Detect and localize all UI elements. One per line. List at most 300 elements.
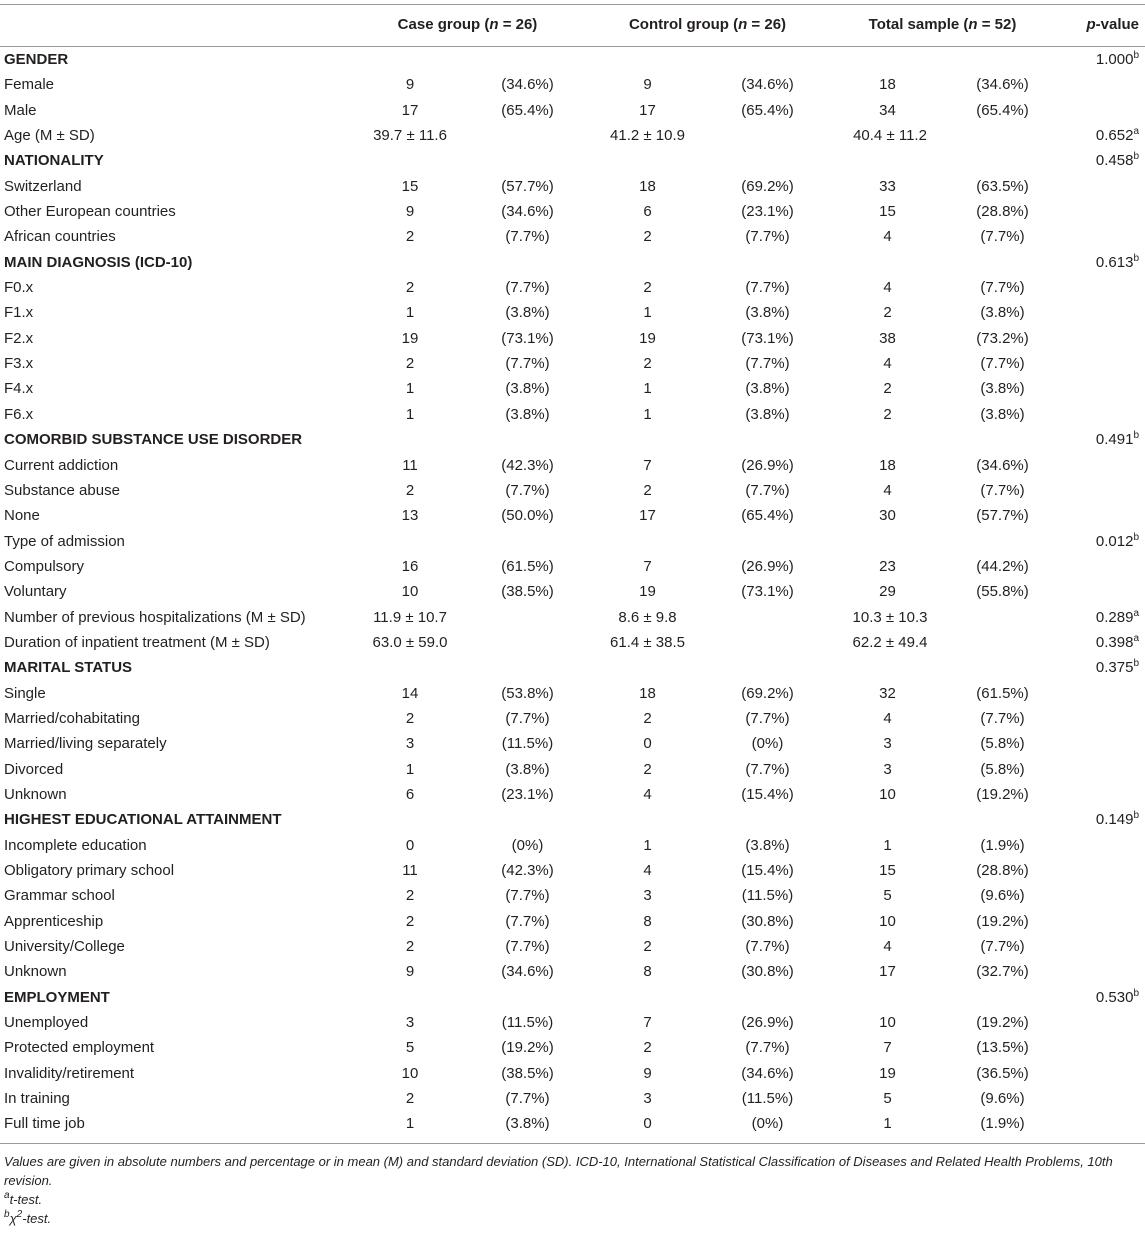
control-percent: (7.7%) [745, 760, 790, 778]
row-label: Age (M ± SD) [4, 127, 95, 145]
row-label: Apprenticeship [4, 912, 104, 930]
row-label: Married/living separately [4, 735, 167, 753]
row-label: Invalidity/retirement [4, 1064, 135, 1082]
control-mean-sd: 61.4 ± 38.5 [610, 633, 685, 651]
total-count: 4 [883, 938, 892, 956]
control-count: 18 [639, 684, 656, 702]
control-percent: (65.4%) [741, 507, 794, 525]
table-row [0, 72, 1145, 97]
case-count: 1 [405, 405, 415, 423]
control-percent: (65.4%) [741, 101, 794, 119]
row-label: Unknown [4, 785, 67, 803]
row-label: MARITAL STATUS [4, 659, 133, 677]
case-count: 9 [405, 963, 415, 981]
header-control-text: Control group ( [628, 16, 739, 33]
total-count: 4 [883, 228, 892, 246]
control-count: 2 [643, 709, 652, 727]
total-percent: (7.7%) [980, 228, 1025, 246]
control-percent: (26.9%) [741, 456, 794, 474]
control-percent: (7.7%) [745, 481, 790, 499]
table-row [0, 275, 1145, 300]
table-section-row [0, 655, 1145, 680]
footnote-b-chi: χ [9, 1210, 17, 1226]
header-control-rest: = 26) [747, 16, 787, 33]
total-percent: (28.8%) [976, 203, 1029, 221]
total-count: 5 [883, 887, 892, 905]
table-row [0, 478, 1145, 503]
total-percent: (19.2%) [976, 1014, 1029, 1032]
control-count: 6 [643, 203, 652, 221]
row-label: Unknown [4, 963, 67, 981]
total-count: 17 [879, 963, 896, 981]
total-count: 4 [883, 709, 892, 727]
p-value: 0.652 [1095, 127, 1134, 145]
row-label: Number of previous hospitalizations (M ± SD) [4, 608, 306, 626]
control-percent: (69.2%) [741, 177, 794, 195]
control-percent: (3.8%) [745, 405, 790, 423]
case-percent: (3.8%) [505, 760, 550, 778]
header-case-rest: = 26) [498, 16, 538, 33]
control-count: 2 [643, 228, 652, 246]
row-label: Male [4, 101, 37, 119]
row-label: Voluntary [4, 583, 67, 601]
case-percent: (3.8%) [505, 304, 550, 322]
control-percent: (7.7%) [745, 279, 790, 297]
case-percent: (38.5%) [501, 1064, 554, 1082]
case-mean-sd: 11.9 ± 10.7 [373, 608, 447, 626]
table-section-row [0, 148, 1145, 173]
control-percent: (3.8%) [745, 836, 790, 854]
row-label: HIGHEST EDUCATIONAL ATTAINMENT [4, 811, 282, 829]
row-label: Full time job [4, 1115, 85, 1133]
case-count: 1 [405, 1115, 415, 1133]
table-row [0, 123, 1145, 148]
control-percent: (73.1%) [741, 329, 794, 347]
row-label: F1.x [4, 304, 34, 322]
p-value-cell [1096, 659, 1139, 676]
case-percent: (61.5%) [501, 557, 554, 575]
total-percent: (1.9%) [980, 1115, 1025, 1133]
table-row [0, 554, 1145, 579]
p-value: 0.289 [1095, 608, 1134, 626]
control-percent: (69.2%) [741, 684, 794, 702]
control-count: 0 [643, 735, 652, 753]
total-percent: (28.8%) [976, 862, 1029, 879]
control-count: 7 [643, 557, 652, 575]
control-count: 4 [643, 862, 652, 879]
row-label: COMORBID SUBSTANCE USE DISORDER [4, 431, 303, 449]
total-count: 34 [879, 101, 896, 119]
total-percent: (7.7%) [980, 938, 1025, 956]
total-mean-sd: 10.3 ± 10.3 [852, 608, 928, 626]
case-percent: (3.8%) [505, 380, 550, 398]
total-count: 4 [883, 481, 892, 499]
case-percent: (7.7%) [505, 481, 550, 499]
control-count: 17 [639, 507, 656, 525]
case-count: 2 [405, 355, 415, 373]
table-row [0, 503, 1145, 528]
p-value-test-mark: b [1133, 531, 1139, 543]
row-label: Single [4, 684, 46, 702]
p-value-cell [1096, 431, 1139, 448]
total-percent: (19.2%) [976, 785, 1029, 803]
case-count: 2 [405, 1090, 415, 1108]
case-count: 3 [405, 735, 415, 753]
control-count: 19 [639, 329, 656, 347]
total-count: 4 [883, 279, 892, 297]
control-count: 9 [643, 76, 652, 94]
case-count: 2 [405, 938, 415, 956]
control-percent: (73.1%) [741, 583, 794, 601]
row-label: Female [4, 76, 55, 94]
total-count: 10 [879, 785, 896, 803]
row-label: Obligatory primary school [4, 862, 175, 879]
total-percent: (32.7%) [976, 963, 1029, 981]
control-count: 17 [639, 101, 656, 119]
total-count: 10 [879, 1014, 896, 1032]
table-section-row [0, 427, 1145, 452]
control-percent: (15.4%) [741, 785, 794, 803]
row-label: F4.x [4, 380, 34, 398]
table-row [0, 224, 1145, 249]
case-percent: (7.7%) [505, 709, 550, 727]
case-percent: (7.7%) [505, 228, 550, 246]
row-label: Incomplete education [4, 836, 147, 854]
total-percent: (7.7%) [980, 481, 1025, 499]
table-row [0, 706, 1145, 731]
footnote-main: Values are given in absolute numbers and percentage or in mean (M) and standard deviation (SD). ICD-10, International Statistical Classification of Diseases and Related Health Problems, 10th revision. [4, 1153, 1113, 1188]
total-percent: (44.2%) [976, 557, 1029, 575]
p-value: 0.613 [1095, 253, 1134, 271]
total-percent: (73.2%) [976, 329, 1029, 347]
header-total-text: Total sample ( [868, 16, 969, 33]
p-value-cell [1096, 634, 1139, 651]
control-percent: (26.9%) [741, 557, 794, 575]
p-value: 0.398 [1095, 633, 1134, 651]
p-value-test-mark: b [1133, 658, 1139, 670]
p-value-test-mark: b [1133, 810, 1139, 822]
control-count: 7 [643, 456, 652, 474]
control-count: 0 [643, 1115, 652, 1133]
header-p-value [1086, 16, 1139, 33]
row-label: F3.x [4, 355, 34, 373]
control-count: 1 [643, 304, 652, 322]
control-percent: (30.8%) [741, 912, 794, 930]
control-count: 1 [643, 380, 652, 398]
total-percent: (7.7%) [980, 279, 1025, 297]
header-p-rest: -value [1095, 16, 1139, 33]
row-label: None [4, 507, 40, 525]
control-percent: (30.8%) [741, 963, 794, 981]
row-label: Married/cohabitating [4, 709, 140, 727]
header-control-group [590, 16, 825, 33]
row-label: In training [4, 1090, 70, 1108]
total-percent: (34.6%) [976, 456, 1029, 474]
total-percent: (7.7%) [980, 355, 1025, 373]
total-count: 15 [879, 862, 896, 879]
total-percent: (36.5%) [976, 1064, 1029, 1082]
control-count: 2 [643, 938, 652, 956]
case-count: 2 [405, 912, 415, 930]
total-percent: (1.9%) [980, 836, 1025, 854]
control-percent: (11.5%) [741, 1090, 794, 1108]
control-mean-sd: 41.2 ± 10.9 [610, 127, 685, 145]
p-value-test-mark: b [1133, 252, 1139, 264]
total-percent: (55.8%) [976, 583, 1029, 601]
table-row [0, 959, 1145, 984]
table-row [0, 529, 1145, 554]
control-percent: (15.4%) [741, 862, 794, 879]
case-count: 2 [405, 709, 415, 727]
total-count: 4 [883, 355, 892, 373]
p-value-test-mark: a [1133, 607, 1139, 619]
control-percent: (3.8%) [745, 304, 790, 322]
case-percent: (34.6%) [501, 963, 554, 981]
table-section-row [0, 985, 1145, 1010]
table-footnotes [0, 1144, 1145, 1228]
p-value-test-mark: a [1133, 126, 1139, 138]
p-value-cell [1096, 127, 1139, 144]
row-label: NATIONALITY [4, 152, 104, 170]
table-row [0, 1035, 1145, 1060]
total-count: 5 [883, 1090, 892, 1108]
total-count: 30 [879, 507, 896, 525]
case-count: 9 [405, 203, 415, 221]
table-row [0, 199, 1145, 224]
footnote-b-mark: b [4, 1208, 10, 1220]
row-label: University/College [4, 938, 125, 956]
case-percent: (7.7%) [505, 938, 550, 956]
table-row [0, 579, 1145, 604]
header-p-italic: p [1086, 16, 1096, 33]
case-count: 6 [405, 785, 415, 803]
case-percent: (42.3%) [501, 862, 554, 879]
table-row [0, 376, 1145, 401]
table-row [0, 98, 1145, 123]
control-count: 2 [643, 1039, 652, 1057]
control-percent: (7.7%) [745, 709, 790, 727]
total-count: 32 [879, 684, 896, 702]
case-percent: (7.7%) [505, 887, 550, 905]
case-count: 2 [405, 279, 415, 297]
case-count: 10 [401, 583, 419, 601]
total-count: 1 [883, 1115, 892, 1133]
total-count: 2 [883, 380, 892, 398]
p-value-cell [1096, 811, 1139, 828]
total-count: 7 [883, 1039, 892, 1057]
row-label: GENDER [4, 51, 69, 68]
table-body [0, 47, 1145, 1137]
case-count: 2 [405, 887, 415, 905]
p-value-cell [1096, 152, 1139, 169]
p-value-test-mark: b [1133, 151, 1139, 163]
footnote-b-text: -test. [22, 1210, 52, 1226]
control-percent: (0%) [751, 1115, 784, 1133]
p-value-test-mark: a [1133, 632, 1139, 644]
case-count: 2 [405, 481, 415, 499]
case-count: 19 [401, 329, 419, 347]
row-label: Unemployed [4, 1014, 89, 1032]
control-count: 2 [643, 279, 652, 297]
case-count: 1 [405, 380, 415, 398]
case-percent: (42.3%) [501, 456, 554, 474]
case-mean-sd: 63.0 ± 59.0 [372, 633, 448, 651]
case-mean-sd: 39.7 ± 11.6 [373, 127, 447, 145]
table-row [0, 1061, 1145, 1086]
table-row [0, 453, 1145, 478]
case-percent: (53.8%) [501, 684, 554, 702]
total-count: 19 [879, 1064, 896, 1082]
total-mean-sd: 40.4 ± 11.2 [853, 127, 927, 145]
total-percent: (7.7%) [980, 709, 1025, 727]
row-label: Duration of inpatient treatment (M ± SD) [4, 633, 270, 651]
total-count: 33 [879, 177, 896, 195]
total-percent: (5.8%) [980, 735, 1025, 753]
control-count: 19 [639, 583, 656, 601]
case-percent: (19.2%) [501, 1039, 554, 1057]
control-count: 1 [643, 405, 652, 423]
p-value-cell [1096, 254, 1139, 271]
row-label: EMPLOYMENT [4, 988, 110, 1006]
control-percent: (7.7%) [745, 938, 790, 956]
p-value: 0.012 [1095, 532, 1134, 550]
table-row [0, 605, 1145, 630]
footnote-a-text: t-test. [9, 1191, 43, 1207]
case-percent: (7.7%) [505, 912, 550, 930]
case-count: 5 [405, 1039, 415, 1057]
control-count: 2 [643, 481, 652, 499]
p-value-test-mark: b [1133, 987, 1139, 999]
control-percent: (7.7%) [745, 228, 790, 246]
total-count: 29 [879, 583, 896, 601]
p-value: 0.375 [1095, 659, 1134, 677]
table-row [0, 1010, 1145, 1035]
footnote-b [4, 1209, 1141, 1228]
case-percent: (7.7%) [505, 355, 550, 373]
case-count: 1 [405, 304, 415, 322]
total-percent: (34.6%) [976, 76, 1029, 94]
p-value: 0.149 [1095, 811, 1134, 829]
header-total-n: n [968, 16, 978, 33]
row-label: F0.x [4, 279, 34, 297]
footnote-b-square: 2 [16, 1208, 23, 1220]
row-label: Substance abuse [4, 481, 120, 499]
case-count: 0 [405, 836, 415, 854]
table-row [0, 1086, 1145, 1111]
table-section-row [0, 250, 1145, 275]
row-label: Compulsory [4, 557, 85, 575]
p-value-cell [1096, 989, 1139, 1006]
table-row [0, 351, 1145, 376]
total-count: 18 [879, 456, 896, 474]
control-count: 9 [643, 1064, 652, 1082]
case-percent: (23.1%) [501, 785, 554, 803]
case-count: 13 [401, 507, 419, 525]
total-percent: (9.6%) [980, 1090, 1025, 1108]
table-row [0, 630, 1145, 655]
row-label: Grammar school [4, 887, 115, 905]
header-case-text: Case group ( [397, 16, 490, 33]
case-percent: (34.6%) [501, 76, 554, 94]
case-count: 14 [401, 684, 419, 702]
case-count: 11 [402, 456, 418, 474]
p-value-cell [1096, 533, 1139, 550]
case-percent: (3.8%) [505, 1115, 550, 1133]
total-count: 3 [883, 760, 892, 778]
table-section-row [0, 47, 1145, 72]
case-percent: (50.0%) [501, 507, 554, 525]
total-percent: (3.8%) [980, 380, 1025, 398]
case-percent: (0%) [511, 836, 544, 854]
total-percent: (57.7%) [976, 507, 1029, 525]
control-percent: (34.6%) [741, 1064, 794, 1082]
case-count: 16 [401, 557, 419, 575]
header-total-rest: = 52) [977, 16, 1017, 33]
case-percent: (7.7%) [505, 1090, 550, 1108]
control-count: 7 [643, 1014, 652, 1032]
case-percent: (57.7%) [501, 177, 554, 195]
total-percent: (3.8%) [980, 405, 1025, 423]
p-value-cell [1096, 609, 1139, 626]
table-row [0, 174, 1145, 199]
p-value: 0.530 [1095, 988, 1134, 1006]
table-row [0, 326, 1145, 351]
row-label: Switzerland [4, 177, 82, 195]
table-row [0, 782, 1145, 807]
control-percent: (23.1%) [741, 203, 794, 221]
row-label: Type of admission [4, 532, 125, 550]
control-count: 1 [643, 836, 652, 854]
table-row [0, 909, 1145, 934]
table-row [0, 934, 1145, 959]
total-count: 10 [879, 912, 896, 930]
control-count: 3 [643, 1090, 652, 1108]
total-count: 18 [879, 76, 896, 94]
row-label: Current addiction [4, 456, 119, 474]
row-label: Protected employment [4, 1039, 155, 1057]
total-count: 23 [879, 557, 896, 575]
case-percent: (7.7%) [505, 279, 550, 297]
total-percent: (5.8%) [980, 760, 1025, 778]
case-count: 15 [401, 177, 419, 195]
total-percent: (9.6%) [980, 887, 1025, 905]
case-percent: (73.1%) [501, 329, 554, 347]
table-row [0, 681, 1145, 706]
total-percent: (61.5%) [976, 684, 1029, 702]
table-row [0, 300, 1145, 325]
total-percent: (65.4%) [976, 101, 1029, 119]
case-count: 1 [405, 760, 415, 778]
case-percent: (11.5%) [501, 1014, 554, 1032]
control-percent: (0%) [751, 735, 784, 753]
total-percent: (63.5%) [976, 177, 1029, 195]
total-count: 15 [879, 203, 896, 221]
header-case-group [350, 16, 585, 33]
p-value-test-mark: b [1133, 50, 1139, 61]
total-count: 2 [883, 405, 892, 423]
control-count: 3 [643, 887, 652, 905]
row-label: African countries [4, 228, 116, 246]
table-row [0, 883, 1145, 908]
header-case-n: n [489, 16, 499, 33]
control-percent: (26.9%) [741, 1014, 794, 1032]
total-percent: (19.2%) [976, 912, 1029, 930]
total-percent: (3.8%) [980, 304, 1025, 322]
table-row [0, 402, 1145, 427]
control-count: 8 [643, 963, 652, 981]
control-percent: (7.7%) [745, 1039, 790, 1057]
row-label: F6.x [4, 405, 34, 423]
